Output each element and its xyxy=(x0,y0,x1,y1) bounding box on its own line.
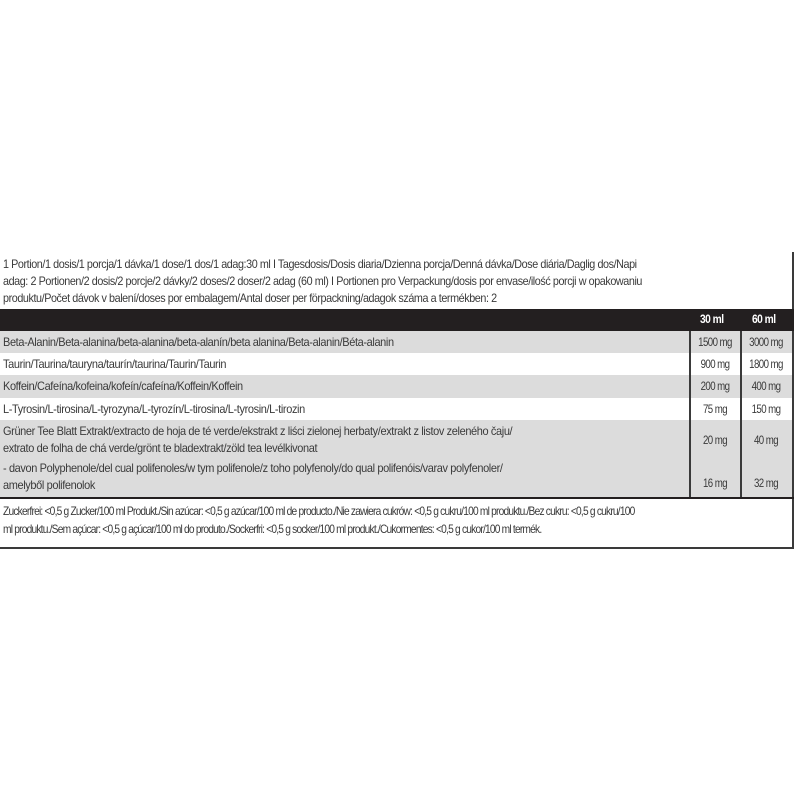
column-header-30ml: 30 ml xyxy=(700,312,724,326)
value-30ml: 200 mg xyxy=(700,379,730,393)
ingredient-name-line: amelyből polifenolok xyxy=(3,478,95,492)
value-30ml: 16 mg xyxy=(702,476,728,490)
table-header xyxy=(0,309,794,331)
table-row-beta-alanine xyxy=(0,331,792,353)
label-bottom-rule xyxy=(0,547,794,549)
serving-info-line: adag: 2 Portionen/2 dosis/2 porcje/2 dávky/2 doses/2 doser/2 adag (60 ml) I Portionen pro Verpackung/dosis por envase/ilość porcji w opakowaniu xyxy=(3,275,643,288)
value-60ml: 150 mg xyxy=(751,402,781,416)
value-60ml: 40 mg xyxy=(753,433,779,447)
column-divider xyxy=(740,331,742,498)
table-row-green-tea-group xyxy=(0,420,792,497)
ingredient-name: L-Tyrosin/L-tirosina/L-tyrozyna/L-tyrozín/L-tirosina/L-tyrosin/L-tirozin xyxy=(3,402,305,416)
sugar-free-note-line: ml produktu./Sem açúcar: <0,5 g açúcar/100 ml do produto./Sockerfri: <0,5 g socker/100 ml produkt./Cukormentes: <0,5 g cukor/100 ml termék. xyxy=(3,523,542,536)
table-row-caffeine xyxy=(0,375,792,398)
table-row-tyrosine xyxy=(0,398,792,420)
ingredient-name-line: extrato de folha de chá verde/grönt te bladextrakt/zöld tea levélkivonat xyxy=(3,441,318,455)
value-30ml: 1500 mg xyxy=(698,335,732,349)
sugar-free-note xyxy=(3,503,697,539)
table-bottom-rule xyxy=(0,497,794,499)
value-60ml: 400 mg xyxy=(751,379,781,393)
value-30ml: 20 mg xyxy=(702,433,728,447)
table-right-border xyxy=(792,252,794,549)
column-divider xyxy=(689,331,691,498)
ingredient-name: Taurin/Taurina/tauryna/taurín/taurina/Taurin/Taurin xyxy=(3,357,227,371)
ingredient-name-line: - davon Polyphenole/del cual polifenoles/w tym polifenole/z toho polyfenoly/do qual polifenóis/varav polyfenoler/ xyxy=(3,461,503,475)
ingredient-name: Beta-Alanin/Beta-alanina/beta-alanina/beta-alanín/beta alanina/Beta-alanin/Béta-alanin xyxy=(3,335,394,349)
value-60ml: 1800 mg xyxy=(749,357,783,371)
table-row-taurine xyxy=(0,353,792,375)
value-30ml: 900 mg xyxy=(700,357,730,371)
column-header-60ml: 60 ml xyxy=(752,312,776,326)
ingredient-name: Koffein/Cafeína/kofeina/kofeín/cafeína/Koffein/Koffein xyxy=(3,379,243,393)
serving-info-line: produktu/Počet dávok v balení/doses por embalagem/Antal doser per förpackning/adagok száma a termékben: 2 xyxy=(3,292,497,305)
value-60ml: 32 mg xyxy=(753,476,779,490)
serving-info xyxy=(3,256,733,307)
value-60ml: 3000 mg xyxy=(749,335,783,349)
sugar-free-note-line: Zuckerfrei: <0,5 g Zucker/100 ml Produkt./Sin azúcar: <0,5 g azúcar/100 ml de producto./Nie zawiera cukrów: <0,5 g cukru/100 ml produktu./Bez cukru: <0,5 g cukru/100 xyxy=(3,505,635,518)
value-30ml: 75 mg xyxy=(702,402,728,416)
ingredient-name-line: Grüner Tee Blatt Extrakt/extracto de hoja de té verde/ekstrakt z liści zielonej herbaty/extrakt z listov zeleného čaju/ xyxy=(3,424,513,438)
serving-info-line: 1 Portion/1 dosis/1 porcja/1 dávka/1 dose/1 dos/1 adag:30 ml I Tagesdosis/Dosis diaria/Dzienna porcja/Denná dávka/Dose diária/Daglig dos/Napi xyxy=(3,258,637,271)
